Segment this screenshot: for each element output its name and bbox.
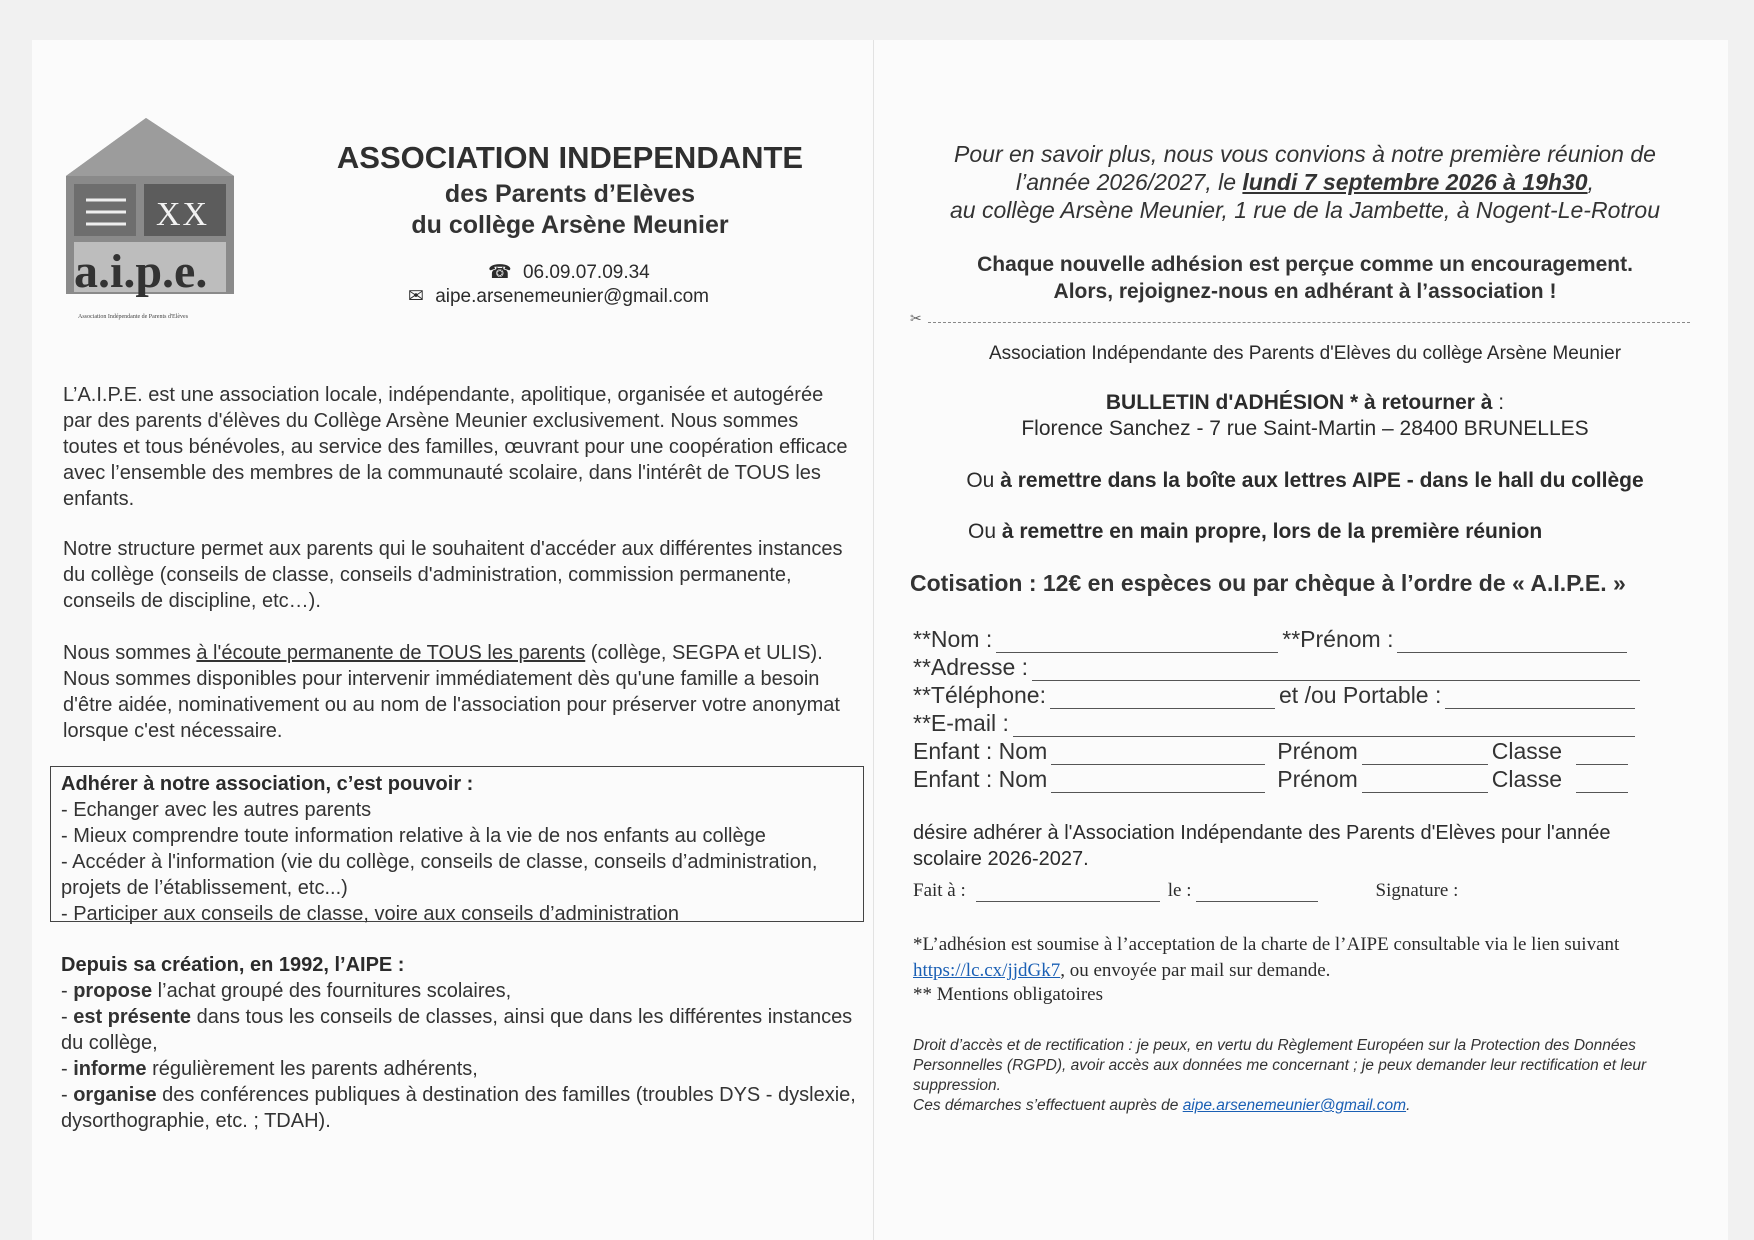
listening-post: (collège, SEGPA et ULIS). Nous sommes disponibles pour intervenir immédiatement dès qu'une famille a besoin d'être aidée, nominativement ou au nom de l'association pour préserver votre anonymat lorsque c'est nécessaire. (63, 642, 840, 742)
child-row-2 (913, 766, 1632, 793)
child-classe-label: Classe (1491, 766, 1563, 792)
child-prenom-label: Prénom (1277, 766, 1358, 792)
email-field[interactable] (1013, 716, 1635, 737)
signature-label: Signature : (1375, 880, 1459, 901)
charter-note: *L’adhésion est soumise à l’acceptation de la charte de l’AIPE consultable via le lien suivant https://lc.cx/jjdGk7, ou envoyée par mail sur demande. (913, 934, 1620, 981)
child-classe-field[interactable] (1576, 772, 1628, 793)
gdpr-email-link[interactable]: aipe.arsenemeunier@gmail.com (1182, 1097, 1407, 1114)
portable-field[interactable] (1445, 688, 1635, 709)
invitation-line2: l’année 2026/2027, le lundi 7 septembre 2026 à 19h30, (1016, 169, 1594, 195)
fee-line: Cotisation : 12€ en espèces ou par chèque à l’ordre de « A.I.P.E. » (910, 570, 1626, 596)
name-row (913, 626, 1631, 653)
phone-icon: ☎ (488, 262, 512, 283)
le-label: le : (1167, 880, 1192, 901)
date-field[interactable] (1196, 881, 1318, 902)
list-item: - Accéder à l'information (vie du collège, conseils de classe, conseils d’administration, projets de l’établissement, etc...) (61, 851, 818, 899)
nom-field[interactable] (996, 632, 1278, 653)
benefits-list (61, 797, 853, 927)
benefits-box (50, 766, 864, 925)
phone-number: 06.09.07.09.34 (522, 262, 650, 283)
gdpr-contact: Ces démarches s’effectuent auprès de aipe.arsenemeunier@gmail.com. (913, 1097, 1411, 1114)
encouragement (905, 251, 1705, 305)
invitation-line1: Pour en savoir plus, nous vous convions à notre première réunion de (954, 141, 1656, 167)
fait-field[interactable] (976, 881, 1160, 902)
since-title: Depuis sa création, en 1992, l’AIPE : (61, 954, 405, 976)
prenom-label: **Prénom : (1282, 626, 1394, 652)
membership-statement: désire adhérer à l'Association Indépendante des Parents d'Elèves pour l'année scolaire 2026-2027. (913, 822, 1611, 870)
listening-paragraph (63, 640, 853, 744)
adresse-label: **Adresse : (913, 654, 1029, 680)
mailbox-option: Ou à remettre dans la boîte aux lettres AIPE - dans le hall du collège (966, 469, 1644, 492)
list-item: - Participer aux conseils de classe, voire aux conseils d’administration (61, 903, 680, 925)
child-name-label: Enfant : Nom (913, 738, 1048, 764)
child-prenom-field[interactable] (1362, 744, 1488, 765)
since-section (61, 952, 861, 1134)
email-label: **E-mail : (913, 710, 1009, 736)
address-row (913, 654, 1644, 681)
listening-underlined: à l'écoute permanente de TOUS les parents (196, 642, 586, 664)
bulletin-title: BULLETIN d'ADHÉSION * à retourner à : (1105, 391, 1505, 414)
portable-label: et /ou Portable : (1279, 682, 1442, 708)
child-name-field[interactable] (1051, 772, 1265, 793)
email-row (408, 285, 709, 308)
invitation (905, 140, 1705, 224)
mandatory-note: ** Mentions obligatoires (913, 984, 1103, 1005)
cut-line (928, 322, 1690, 323)
fait-label: Fait à : (913, 880, 966, 901)
encouragement-line2: Alors, rejoignez-nous en adhérant à l’association ! (1053, 280, 1557, 303)
list-item: - propose l’achat groupé des fournitures scolaires, (61, 980, 512, 1002)
child-row-1 (913, 738, 1632, 765)
child-classe-field[interactable] (1576, 744, 1628, 765)
meeting-date: lundi 7 septembre 2026 à 19h30 (1242, 169, 1588, 195)
email-address: aipe.arsenemeunier@gmail.com (435, 286, 710, 307)
return-address: Florence Sanchez - 7 rue Saint-Martin – 28400 BRUNELLES (1021, 417, 1589, 440)
org-title (300, 140, 840, 240)
benefits-title: Adhérer à notre association, c’est pouvoir : (61, 773, 474, 795)
signature-row (913, 880, 1458, 902)
intro-paragraph: L’A.I.P.E. est une association locale, indépendante, apolitique, organisée et autogérée par des parents d'élèves du Collège Arsène Meunier exclusivement. Nous sommes toutes et tous bénévoles, au service des familles, œuvrant pour une coopération efficace avec l’ensemble des membres de la communauté scolaire, dans l'intérêt de TOUS les enfants. (63, 384, 848, 510)
structure-paragraph: Notre structure permet aux parents qui le souhaitent d'accéder aux différentes instances du collège (conseils de classe, conseils d'administration, commission permanente, conseils de discipline, etc…). (63, 538, 843, 612)
hand-option: Ou à remettre en main propre, lors de la première réunion (968, 520, 1543, 543)
child-prenom-field[interactable] (1362, 772, 1488, 793)
list-item: - organise des conférences publiques à destination des familles (troubles DYS - dyslexie, dysorthographie, etc. ; TDAH). (61, 1084, 856, 1132)
logo-marks: XX (156, 196, 210, 233)
logo-text: a.i.p.e. (74, 245, 208, 298)
list-item: - Echanger avec les autres parents (61, 799, 372, 821)
invitation-line3: au collège Arsène Meunier, 1 rue de la Jambette, à Nogent-Le-Rotrou (949, 197, 1660, 223)
listening-pre: Nous sommes (63, 642, 197, 664)
telephone-label: **Téléphone: (913, 682, 1046, 708)
email-row-form (913, 710, 1639, 737)
title-line2: des Parents d’Elèves (444, 180, 696, 208)
child-classe-label: Classe (1491, 738, 1563, 764)
phone-row-form (913, 682, 1639, 709)
title-line3: du collège Arsène Meunier (411, 211, 729, 239)
nom-label: **Nom : (913, 626, 993, 652)
list-item: - Mieux comprendre toute information relative à la vie de nos enfants au collège (61, 825, 766, 847)
phone-row (488, 261, 650, 284)
scissors-icon: ✂ (910, 310, 922, 326)
list-item: - est présente dans tous les conseils de classes, ainsi que dans les différentes instances du collège, (61, 1006, 853, 1054)
since-list (61, 978, 861, 1134)
logo-caption: Association Indépendante de Parents d'Elèves (78, 314, 189, 320)
encouragement-line1: Chaque nouvelle adhésion est perçue comme un encouragement. (977, 253, 1633, 276)
aipe-logo (58, 116, 244, 324)
child-name-field[interactable] (1051, 744, 1265, 765)
envelope-icon: ✉ (408, 286, 424, 307)
child-prenom-label: Prénom (1277, 738, 1358, 764)
gdpr-notice (913, 1036, 1698, 1116)
form-association-name: Association Indépendante des Parents d'Elèves du collège Arsène Meunier (988, 343, 1622, 364)
list-item: - informe régulièrement les parents adhérents, (61, 1058, 478, 1080)
prenom-field[interactable] (1397, 632, 1627, 653)
gdpr-text: Droit d’accès et de rectification : je peux, en vertu du Règlement Européen sur la Protection des Données Personnelles (RGPD), avoir accès aux données me concernant ; je peux demander leur rectification et leur suppression. (913, 1037, 1647, 1094)
adresse-field[interactable] (1032, 660, 1640, 681)
telephone-field[interactable] (1050, 688, 1275, 709)
title-line1: ASSOCIATION INDEPENDANTE (336, 140, 804, 175)
charter-link[interactable]: https://lc.cx/jjdGk7 (913, 960, 1061, 981)
fold-line (873, 40, 874, 1240)
child-name-label: Enfant : Nom (913, 766, 1048, 792)
